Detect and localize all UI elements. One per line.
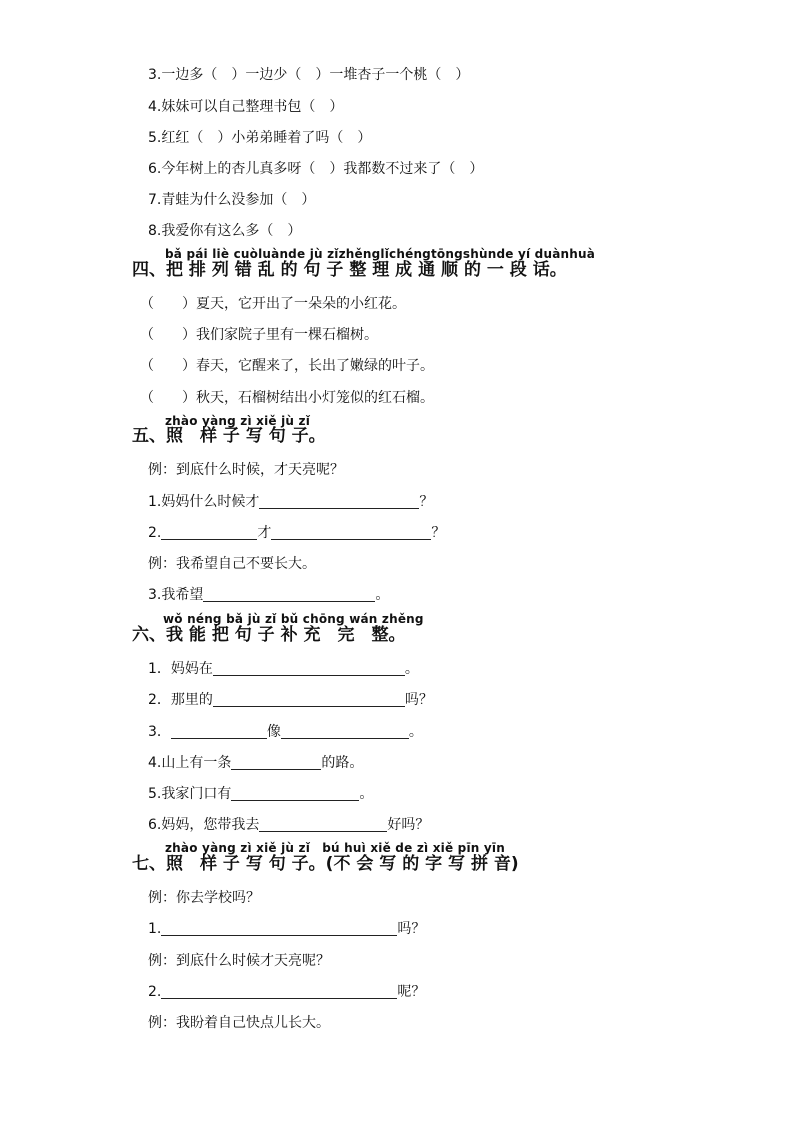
prompt-text: 好吗？ [387, 817, 430, 833]
prompt-text: 1. [148, 921, 162, 937]
prompt-text: 2. [148, 525, 162, 541]
prompt-text: 呢？ [397, 984, 426, 1000]
prompt-text: 才 [257, 525, 272, 541]
punctuation-item: 4.妹妹可以自己整理书包（ ） [148, 99, 344, 115]
exercise-line [148, 524, 445, 542]
answer-blank[interactable] [231, 786, 359, 801]
ordering-item [140, 389, 434, 407]
answer-blank[interactable] [231, 755, 321, 770]
ordering-item [140, 295, 406, 313]
ordering-sentence: 我们家院子里有一棵石榴树。 [196, 327, 378, 343]
order-blank[interactable]: （ ） [140, 327, 196, 343]
exercise-line [148, 754, 363, 772]
prompt-text: 1．妈妈在 [148, 661, 213, 677]
prompt-text: 。 [404, 661, 419, 677]
exercise-line [148, 983, 425, 1001]
prompt-text: 的路。 [321, 755, 364, 771]
punctuation-item: 8.我爱你有这么多（ ） [148, 223, 302, 239]
answer-blank[interactable] [161, 525, 257, 540]
answer-blank[interactable] [161, 984, 397, 999]
exercise-line [148, 785, 373, 803]
example-sentence: 例：我希望自己不要长大。 [148, 556, 316, 572]
answer-blank[interactable] [203, 587, 375, 602]
prompt-text: 吗？ [397, 921, 426, 937]
section-4-pinyin: bǎ pái liè cuòluànde jù zǐzhěnglǐchéngtōngshùnde yí duànhuà [165, 247, 596, 261]
prompt-text: 。 [375, 587, 390, 603]
prompt-text: 2．那里的 [148, 692, 213, 708]
section-7-title: 七、照 样 子 写 句 子。(不 会 写 的 字 写 拼 音) [132, 854, 519, 874]
section-4-title: 四、把 排 列 错 乱 的 句 子 整 理 成 通 顺 的 一 段 话。 [132, 260, 567, 280]
exercise-line [148, 493, 433, 511]
prompt-text: ？ [431, 525, 446, 541]
order-blank[interactable]: （ ） [140, 296, 196, 312]
exercise-line [148, 920, 425, 938]
prompt-text: 。 [359, 786, 374, 802]
exercise-line [148, 816, 429, 834]
exercise-line [148, 691, 433, 709]
prompt-text: 4.山上有一条 [148, 755, 232, 771]
prompt-text: 3． [148, 724, 171, 740]
answer-blank[interactable] [161, 921, 397, 936]
prompt-text: 5.我家门口有 [148, 786, 232, 802]
ordering-item [140, 357, 434, 375]
section-6-pinyin: wǒ néng bǎ jù zǐ bǔ chōng wán zhěng [163, 612, 424, 626]
ordering-sentence: 夏天，它开出了一朵朵的小红花。 [196, 296, 406, 312]
order-blank[interactable]: （ ） [140, 358, 196, 374]
exercise-line [148, 723, 423, 741]
prompt-text: 3.我希望 [148, 587, 204, 603]
punctuation-item: 6.今年树上的杏儿真多呀（ ）我都数不过来了（ ） [148, 161, 484, 177]
prompt-text: 2. [148, 984, 162, 1000]
prompt-text: 像 [266, 724, 281, 740]
ordering-sentence: 春天，它醒来了，长出了嫩绿的叶子。 [196, 358, 434, 374]
prompt-text: 6.妈妈，您带我去 [148, 817, 260, 833]
example-sentence: 例：我盼着自己快点儿长大。 [148, 1015, 330, 1031]
punctuation-item: 7.青蛙为什么没参加（ ） [148, 192, 316, 208]
prompt-text: 1.妈妈什么时候才 [148, 494, 260, 510]
ordering-sentence: 秋天，石榴树结出小灯笼似的红石榴。 [196, 390, 434, 406]
example-sentence: 例：你去学校吗？ [148, 890, 260, 906]
answer-blank[interactable] [259, 494, 419, 509]
order-blank[interactable]: （ ） [140, 390, 196, 406]
exercise-line [148, 660, 419, 678]
answer-blank[interactable] [171, 724, 267, 739]
prompt-text: 。 [408, 724, 423, 740]
section-6-title: 六、我 能 把 句 子 补 充 完 整。 [132, 625, 406, 645]
answer-blank[interactable] [213, 661, 405, 676]
section-5-title: 五、照 样 子 写 句 子。 [132, 426, 326, 446]
section-5-pinyin: zhào yàng zì xiě jù zǐ [165, 414, 311, 428]
punctuation-item: 5.红红（ ）小弟弟睡着了吗（ ） [148, 130, 372, 146]
answer-blank[interactable] [281, 724, 409, 739]
example-sentence: 例：到底什么时候，才天亮呢？ [148, 462, 344, 478]
prompt-text: 吗？ [404, 692, 433, 708]
exercise-line [148, 586, 389, 604]
prompt-text: ？ [419, 494, 434, 510]
answer-blank[interactable] [271, 525, 431, 540]
answer-blank[interactable] [259, 817, 387, 832]
example-sentence: 例：到底什么时候才天亮呢？ [148, 953, 330, 969]
punctuation-item: 3.一边多（ ）一边少（ ）一堆杏子一个桃（ ） [148, 67, 470, 83]
section-7-pinyin: zhào yàng zì xiě jù zǐ bú huì xiě de zì xiě pīn yīn [165, 841, 505, 855]
answer-blank[interactable] [213, 692, 405, 707]
ordering-item [140, 326, 378, 344]
